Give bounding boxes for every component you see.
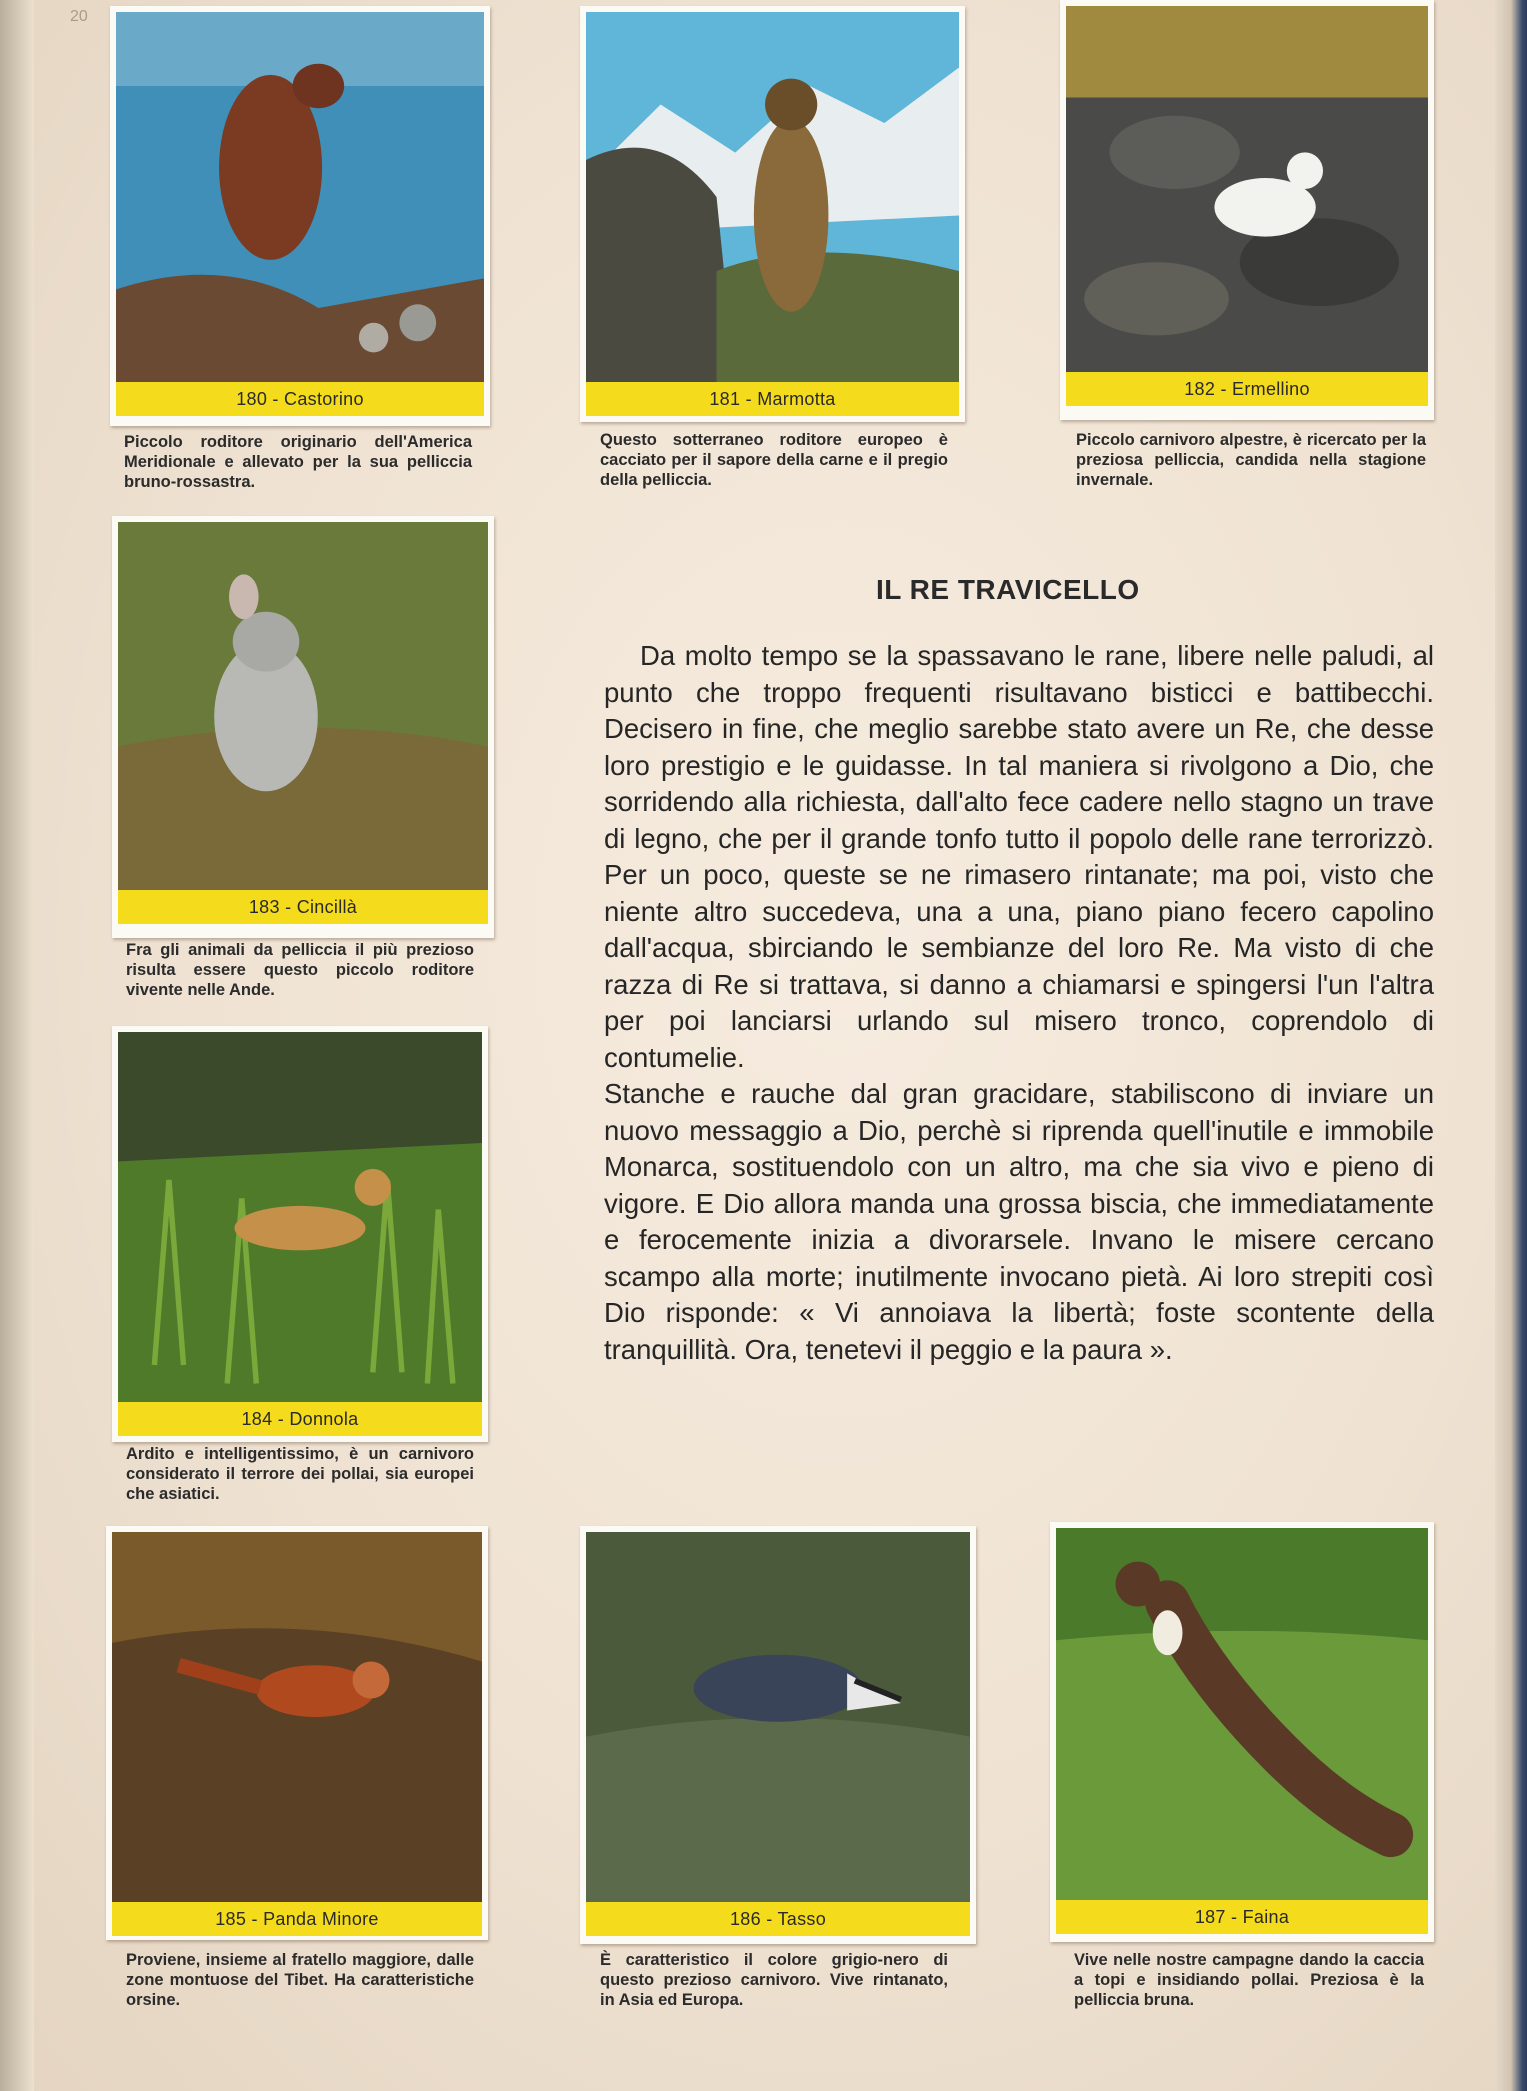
- beaver-photo-icon: [116, 12, 484, 382]
- sticker-label: 186 - Tasso: [586, 1902, 970, 1936]
- story-text: [604, 638, 1434, 1368]
- chinchilla-photo-icon: [118, 522, 488, 896]
- sticker-label: 181 - Marmotta: [586, 382, 959, 416]
- sticker-label: 185 - Panda Minore: [112, 1902, 482, 1936]
- sticker-card-donnola: [112, 1026, 488, 1442]
- caption-marmotta: Questo sotterraneo roditore europeo è cacciato per il sapore della carne e il pregio della pelliccia.: [600, 431, 948, 489]
- weasel-photo-icon: [118, 1032, 482, 1402]
- ermine-photo-icon: [1066, 6, 1428, 372]
- badger-photo-icon: [586, 1532, 970, 1904]
- story-paragraph-2: Stanche e rauche dal gran gracidare, stabiliscono di inviare un nuovo messaggio a Dio, perchè si riprenda quell'inutile e immobile Monarca, sostituendolo con un altro, ma che sia vivo e pieno di vigore. E Dio allora manda una grossa biscia, che immediatamente e ferocemente inizia a divorarsele. Invano le misere cercano scampo alla morte; inutilmente invocano pietà. Ai loro strepiti così Dio risponde: « Vi annoiava la libertà; foste scontente della tranquillità. Ora, tenetevi il peggio e la paura ».: [604, 1078, 1434, 1365]
- sticker-card-faina: [1050, 1522, 1434, 1942]
- sticker-card-panda-minore: [106, 1526, 488, 1940]
- sticker-card-castorino: [110, 6, 490, 426]
- sticker-label: 180 - Castorino: [116, 382, 484, 416]
- sticker-card-tasso: [580, 1526, 976, 1944]
- book-spine: [0, 0, 34, 2091]
- sticker-card-cincilla: [112, 516, 494, 938]
- caption-ermellino: Piccolo carnivoro alpestre, è ricercato per la preziosa pelliccia, candida nella stagione invernale.: [1076, 431, 1426, 489]
- story-title: IL RE TRAVICELLO: [876, 574, 1140, 605]
- caption-donnola: Ardito e intelligentissimo, è un carnivoro considerato il terrore dei pollai, sia europei che asiatici.: [126, 1445, 474, 1503]
- sticker-label: 182 - Ermellino: [1066, 372, 1428, 406]
- sticker-label: 187 - Faina: [1056, 1900, 1428, 1934]
- page-edge: [1495, 0, 1527, 2091]
- sticker-card-ermellino: [1060, 0, 1434, 420]
- red-panda-photo-icon: [112, 1532, 482, 1902]
- marmot-photo-icon: [586, 12, 959, 382]
- caption-panda-minore: Proviene, insieme al fratello maggiore, dalle zone montuose del Tibet. Ha caratteristiche orsine.: [126, 1951, 474, 2009]
- caption-cincilla: Fra gli animali da pelliccia il più prezioso risulta essere questo piccolo roditore vivente nelle Ande.: [126, 941, 474, 999]
- sticker-label: 183 - Cincillà: [118, 890, 488, 924]
- sticker-label: 184 - Donnola: [118, 1402, 482, 1436]
- story-paragraph-1: Da molto tempo se la spassavano le rane, libere nelle paludi, al punto che troppo frequenti risultavano bisticci e battibecchi. Decisero in fine, che meglio sarebbe stato avere un Re, che desse loro prestigio e le guidasse. In tal maniera si rivolgono a Dio, che sorridendo alla richiesta, dall'alto fece cadere nello stagno un trave di legno, che per il grande tonfo tutto il popolo delle rane terrorizzò. Per un poco, queste se ne rimasero rintanate; ma poi, visto che niente altro succedeva, una a una, piano piano fecero capolino dall'acqua, sbirciando le sembianze del loro Re. Ma visto di che razza di Re si trattava, si danno a chiamarsi e spingersi l'un l'altra per poi lanciarsi urlando sul misero tronco, coprendolo di contumelie.: [604, 640, 1434, 1073]
- page-number: 20: [70, 8, 88, 25]
- caption-faina: Vive nelle nostre campagne dando la caccia a topi e insidiando pollai. Preziosa è la pelliccia bruna.: [1074, 1951, 1424, 2009]
- caption-tasso: È caratteristico il colore grigio-nero di questo prezioso carnivoro. Vive rintanato, in Asia ed Europa.: [600, 1951, 948, 2009]
- marten-photo-icon: [1056, 1528, 1428, 1902]
- sticker-card-marmotta: [580, 6, 965, 422]
- caption-castorino: Piccolo roditore originario dell'America Meridionale e allevato per la sua pelliccia bruno-rossastra.: [124, 433, 472, 491]
